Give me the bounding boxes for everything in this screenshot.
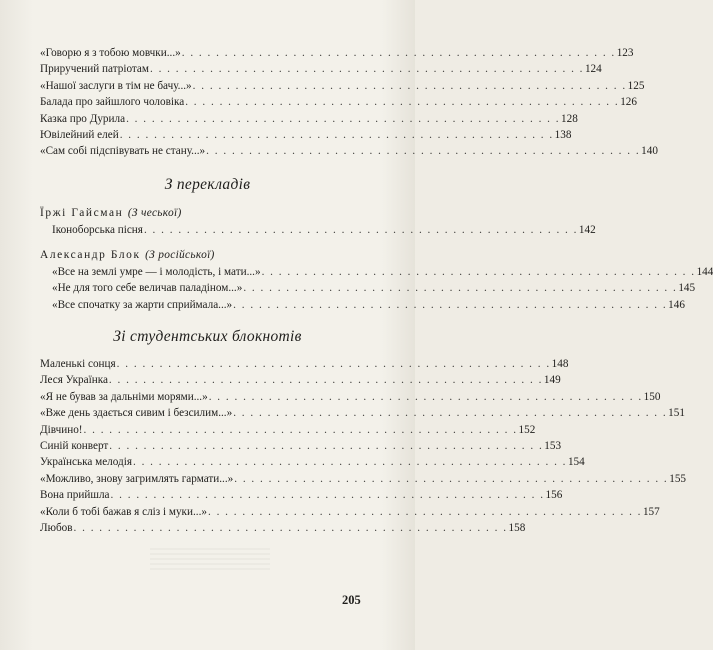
toc-entry-page: 126: [620, 96, 637, 109]
toc-entry[interactable]: Казка про Дурила . . . . . . . . . . . . . . . . . . . . . . . . . . . . . . . . . . . . . . . . . . . . . . . . . . . 128: [40, 111, 373, 127]
toc-entry-title: Леся Українка: [40, 374, 108, 387]
toc-entry-page: 158: [508, 522, 526, 535]
toc-entry-title: Казка про Дурила: [40, 112, 126, 125]
toc-entry[interactable]: Вона прийшла . . . . . . . . . . . . . . . . . . . . . . . . . . . . . . . . . . . . . . . . . . . . . . . . . . . 156: [40, 487, 373, 503]
toc-entry-page: 140: [641, 145, 658, 158]
toc-list-author1: [40, 222, 596, 238]
toc-entry[interactable]: «Говорю я з тобою мовчки...» . . . . . . . . . . . . . . . . . . . . . . . . . . . . . . . . . . . . . . . . . . . . . . . . . . . 123: [40, 45, 373, 61]
toc-entry[interactable]: Балада про зайшлого чоловіка . . . . . . . . . . . . . . . . . . . . . . . . . . . . . . . . . . . . . . . . . . . . . . . . . . . 126: [40, 94, 373, 110]
toc-entry[interactable]: Дівчино! . . . . . . . . . . . . . . . . . . . . . . . . . . . . . . . . . . . . . . . . . . . . . . . . . . . 152: [40, 422, 373, 438]
author-name: Александр Блок: [40, 249, 141, 261]
toc-entry-page: 155: [669, 472, 686, 485]
author-language: (З чеської): [127, 207, 182, 219]
toc-entry-page: 153: [544, 440, 562, 453]
toc-list-author2: [40, 264, 713, 313]
toc-entry-title: Любов: [40, 522, 73, 535]
toc-entry-page: 156: [545, 489, 563, 502]
toc-entry-title: Іконоборська пісня: [52, 224, 143, 236]
toc-entry[interactable]: «Коли б тобі бажав я сліз і муки...» . . . . . . . . . . . . . . . . . . . . . . . . . . . . . . . . . . . . . . . . . . . . . . . . . . . 157: [40, 504, 373, 520]
toc-entry[interactable]: Синій конверт . . . . . . . . . . . . . . . . . . . . . . . . . . . . . . . . . . . . . . . . . . . . . . . . . . . 153: [40, 438, 373, 454]
author-language: (З російської): [145, 249, 215, 261]
toc-entry-title: Синій конверт: [40, 440, 109, 453]
toc-entry[interactable]: «Можливо, знову загримлять гармати...» . . . . . . . . . . . . . . . . . . . . . . . . . . . . . . . . . . . . . . . . . . . . . . . . . . . 155: [40, 471, 373, 487]
toc-entry-page: 157: [642, 505, 660, 518]
toc-entry[interactable]: Ювілейний елей . . . . . . . . . . . . . . . . . . . . . . . . . . . . . . . . . . . . . . . . . . . . . . . . . . . 138: [40, 127, 373, 143]
toc-entry-title: «Все на землі умре — і молодість, і мати...»: [52, 266, 261, 278]
toc-entry-page: 152: [518, 423, 536, 436]
toc-entry[interactable]: Українська мелодія . . . . . . . . . . . . . . . . . . . . . . . . . . . . . . . . . . . . . . . . . . . . . . . . . . . 154: [40, 454, 373, 470]
toc-entry-page: 142: [578, 224, 596, 236]
toc-entry[interactable]: «Нашої заслуги в тім не бачу...» . . . . . . . . . . . . . . . . . . . . . . . . . . . . . . . . . . . . . . . . . . . . . . . . . . . 125: [40, 78, 373, 94]
toc-entry-title: «Можливо, знову загримлять гармати...»: [40, 472, 234, 485]
toc-entry-title: «Вже день здається сивим і безсилим...»: [40, 407, 233, 420]
toc-entry-page: 154: [567, 456, 585, 469]
section-heading-student: Зі студентських блокнотів: [113, 328, 302, 345]
toc-entry-page: 150: [643, 390, 661, 403]
toc-entry-page: 145: [678, 282, 696, 295]
toc-list-top: [40, 45, 658, 160]
toc-entry[interactable]: «Все на землі умре — і молодість, і мати...» . . . . . . . . . . . . . . . . . . . . . . . . . . . . . . . . . . . . . . . . . . . . . . . . . . . 144: [40, 264, 373, 280]
toc-entry-page: 124: [584, 63, 602, 76]
toc-entry-title: «Я не бував за дальніми морями...»: [40, 390, 208, 403]
toc-entry[interactable]: Іконоборська пісня . . . . . . . . . . . . . . . . . . . . . . . . . . . . . . . . . . . . . . . . . . . . . . . . . . . 142: [40, 222, 373, 238]
toc-entry-title: «Не для того себе величав паладіном...»: [52, 282, 243, 295]
toc-entry-title: Балада про зайшлого чоловіка: [40, 96, 185, 109]
toc-entry-title: «Говорю я з тобою мовчки...»: [40, 47, 181, 59]
toc-entry-title: «Нашої заслуги в тім не бачу...»: [40, 79, 192, 92]
toc-entry-title: Ювілейний елей: [40, 129, 119, 142]
toc-entry-title: Українська мелодія: [40, 456, 132, 469]
toc-entry-title: «Все спочатку за жарти сприймала...»: [52, 298, 233, 311]
section-heading-translations: З перекладів: [164, 176, 251, 193]
toc-entry[interactable]: Леся Українка . . . . . . . . . . . . . . . . . . . . . . . . . . . . . . . . . . . . . . . . . . . . . . . . . . . 149: [40, 372, 373, 388]
toc-entry-title: Дівчино!: [40, 423, 83, 436]
show-through-texture: [150, 548, 270, 570]
toc-entry-page: 144: [696, 266, 713, 278]
toc-entry[interactable]: «Вже день здається сивим і безсилим...» . . . . . . . . . . . . . . . . . . . . . . . . . . . . . . . . . . . . . . . . . . . . . . . . . . . 151: [40, 405, 373, 421]
toc-entry-page: 146: [668, 298, 685, 311]
toc-entry-title: «Коли б тобі бажав я сліз і муки...»: [40, 505, 207, 518]
toc-entry[interactable]: Любов . . . . . . . . . . . . . . . . . . . . . . . . . . . . . . . . . . . . . . . . . . . . . . . . . . . 158: [40, 520, 373, 536]
toc-entry-title: Маленькі сонця: [40, 358, 116, 370]
page-number: 205: [342, 593, 361, 607]
toc-entry-title: Вона прийшла: [40, 489, 110, 502]
toc-entry-page: 128: [561, 112, 578, 125]
toc-entry-page: 149: [543, 374, 561, 387]
author-heading: [40, 249, 215, 261]
author-name: Їржі Гайсман: [40, 207, 124, 219]
author-heading: [40, 207, 182, 219]
toc-list-student: [40, 356, 686, 536]
toc-entry-page: 123: [616, 47, 634, 59]
toc-entry-page: 125: [627, 79, 645, 92]
toc-entry[interactable]: «Сам собі підспівувать не стану...» . . . . . . . . . . . . . . . . . . . . . . . . . . . . . . . . . . . . . . . . . . . . . . . . . . . 140: [40, 143, 373, 159]
toc-entry[interactable]: «Все спочатку за жарти сприймала...» . . . . . . . . . . . . . . . . . . . . . . . . . . . . . . . . . . . . . . . . . . . . . . . . . . . 146: [40, 297, 373, 313]
toc-entry[interactable]: Приручений патріотам . . . . . . . . . . . . . . . . . . . . . . . . . . . . . . . . . . . . . . . . . . . . . . . . . . . 124: [40, 61, 373, 77]
toc-entry-title: «Сам собі підспівувать не стану...»: [40, 145, 206, 158]
toc-entry-page: 138: [554, 129, 572, 142]
toc-entry[interactable]: «Не для того себе величав паладіном...» . . . . . . . . . . . . . . . . . . . . . . . . . . . . . . . . . . . . . . . . . . . . . . . . . . . 145: [40, 280, 373, 296]
toc-entry[interactable]: «Я не бував за дальніми морями...» . . . . . . . . . . . . . . . . . . . . . . . . . . . . . . . . . . . . . . . . . . . . . . . . . . . 150: [40, 389, 373, 405]
toc-entry-page: 151: [668, 407, 685, 420]
toc-entry[interactable]: Маленькі сонця . . . . . . . . . . . . . . . . . . . . . . . . . . . . . . . . . . . . . . . . . . . . . . . . . . . 148: [40, 356, 373, 372]
toc-entry-title: Приручений патріотам: [40, 63, 149, 76]
toc-entry-page: 148: [551, 358, 569, 370]
